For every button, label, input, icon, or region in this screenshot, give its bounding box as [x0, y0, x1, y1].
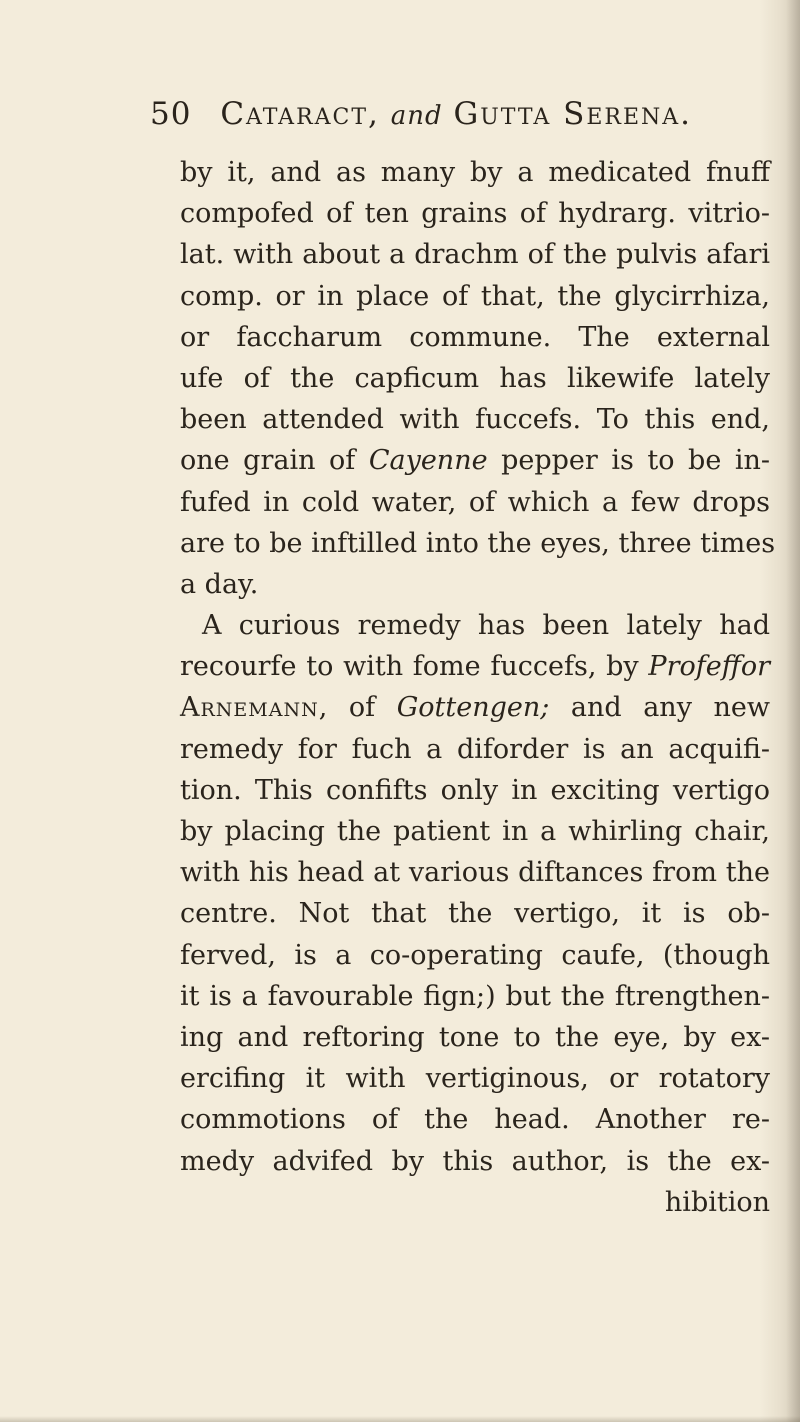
- text-run: and any new: [549, 692, 770, 724]
- running-head-title-1: Cataract,: [220, 96, 380, 132]
- paragraph-end-line: a day.: [180, 568, 259, 600]
- paragraph-start-line: A curious remedy has been lately had: [202, 610, 770, 642]
- text-line: ufe of the capficum has likewife lately: [180, 362, 770, 394]
- text-line: [180, 687, 770, 728]
- running-head-title-2: Gutta Serena.: [453, 96, 693, 132]
- text-run: one grain of: [180, 445, 369, 477]
- text-run: pepper is to be in-: [487, 445, 770, 477]
- body-text: [180, 152, 776, 1223]
- catchword: hibition: [664, 1186, 770, 1218]
- text-line: remedy for fuch a diforder is an acquifi-: [180, 733, 770, 765]
- text-line: [180, 646, 770, 687]
- page-bottom-edge: [0, 1416, 800, 1422]
- text-line: fufed in cold water, of which a few drops: [180, 486, 770, 518]
- text-line: lat. with about a drachm of the pulvis afari: [180, 239, 770, 271]
- text-line: by it, and as many by a medicated fnuff: [180, 157, 770, 188]
- text-line: are to be inftilled into the eyes, three times: [180, 527, 776, 559]
- page-edge-shadow: [786, 0, 800, 1422]
- text-line: ing and reftoring tone to the eye, by ex-: [180, 1021, 770, 1053]
- running-head-and: and: [390, 101, 443, 131]
- italic-term: Cayenne: [368, 445, 488, 477]
- text-line: medy advifed by this author, is the ex-: [180, 1145, 770, 1177]
- text-line: or faccharum commune. The external: [180, 321, 770, 353]
- text-line: by placing the patient in a whirling chair,: [180, 816, 770, 847]
- text-line: ercifing it with vertiginous, or rotatory: [180, 1063, 770, 1095]
- page-number: 50: [150, 96, 192, 132]
- text-run: , of: [318, 692, 397, 724]
- text-line: been attended with fuccefs. To this end,: [180, 404, 770, 436]
- text-line: comp. or in place of that, the glycirrhiza,: [180, 280, 770, 312]
- italic-term: Profeffor: [648, 651, 770, 683]
- text-line: ferved, is a co-operating caufe, (though: [180, 939, 770, 971]
- text-run: recourfe to with fome fuccefs, by: [180, 651, 649, 683]
- text-line: commotions of the head. Another re-: [180, 1104, 770, 1136]
- text-line: centre. Not that the vertigo, it is ob-: [180, 898, 770, 930]
- text-line: [180, 440, 770, 481]
- author-name: Arnemann: [180, 692, 319, 724]
- text-line: it is a favourable fign;) but the ftrengthen-: [180, 980, 770, 1012]
- running-head: [150, 96, 692, 132]
- place-name: Gottengen;: [396, 692, 550, 724]
- text-line: with his head at various diftances from the: [180, 857, 770, 889]
- text-line: compofed of ten grains of hydrarg. vitrio-: [180, 198, 770, 230]
- text-line: tion. This confifts only in exciting vertigo: [180, 774, 770, 806]
